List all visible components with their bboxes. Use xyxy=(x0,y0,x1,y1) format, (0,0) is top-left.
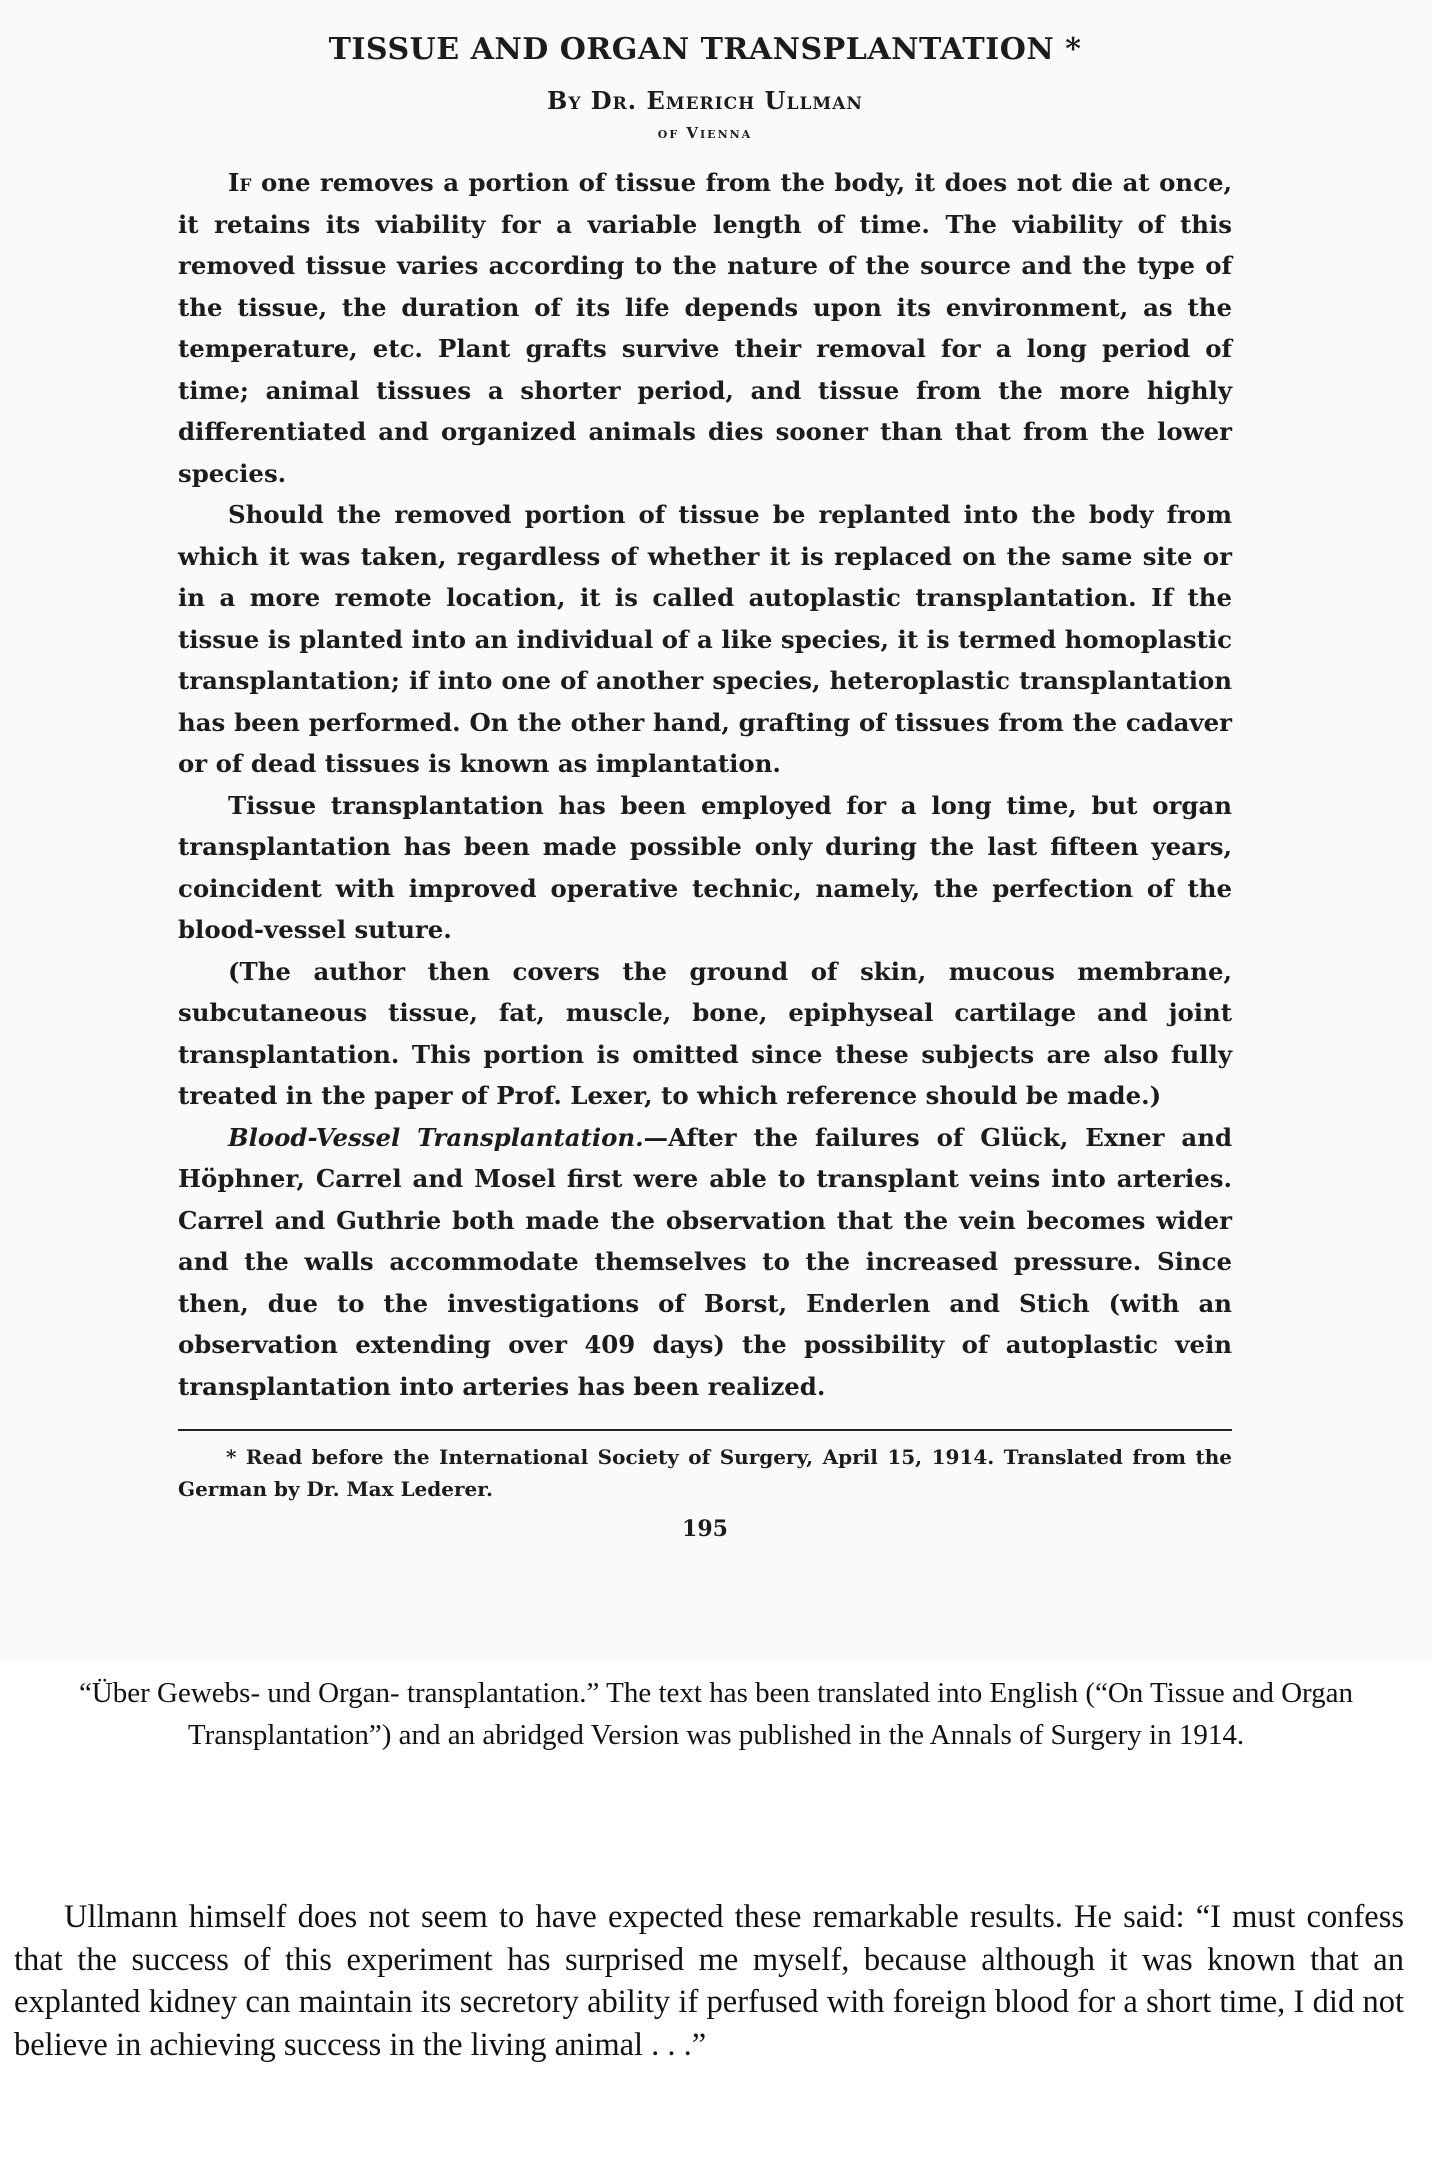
paragraph-text: —After the failures of Glück, Exner and Höphner, Carrel and Mosel first were able to transplant veins into arteries. Carrel and Guthrie both made the observation that the vein becomes wider and the walls accommodate themselves to the increased pressure. Since then, due to the investigations of Borst, Enderlen and Stich (with an observation extending over 409 days) the possibility of autoplastic vein transplantation into arteries has been realized. xyxy=(178,1122,1232,1401)
article-title: TISSUE AND ORGAN TRANSPLANTATION * xyxy=(328,32,1082,67)
article-paragraph: (The author then covers the ground of skin, mucous membrane, subcutaneous tissue, fat, muscle, bone, epiphyseal cartilage and joint transplantation. This portion is omitted since these subjects are also fully treated in the paper of Prof. Lexer, to which reference should be made.) xyxy=(178,956,1232,1110)
footnote: * Read before the International Society of Surgery, April 15, 1914. Translated from the German by Dr. Max Lederer. xyxy=(178,1445,1232,1501)
article-paragraph xyxy=(178,1117,1232,1408)
article-paragraph: Should the removed portion of tissue be replanted into the body from which it was taken, regardless of whether it is replaced on the same site or in a more remote location, it is called autoplastic transplantation. If the tissue is planted into an individual of a like species, it is termed homoplastic transplantation; if into one of another species, heteroplastic transplantation has been performed. On the other hand, grafting of tissues from the cadaver or of dead tissues is known as implantation. xyxy=(178,500,1232,778)
figure-caption: “Über Gewebs- und Organ- transplantation.” The text has been translated into English (“On Tissue and Organ Transplantation”) and an abridged Version was published in the Annals of Surgery in 1914. xyxy=(78,1677,1354,1751)
article-body xyxy=(178,162,1232,1407)
footnote-divider xyxy=(178,1429,1232,1431)
article-byline: By Dr. Emerich Ullman xyxy=(547,86,863,115)
body-paragraph: Ullmann himself does not seem to have expected these remarkable results. He said: “I must confess that the success of this experiment has surprised me myself, because although it was known that an explanted kidney can maintain its secretory ability if perfused with foreign blood for a short time, I did not believe in achieving success in the living animal . . .” xyxy=(14,1899,1404,2063)
paragraph-lead-word: If xyxy=(228,168,252,197)
author-location: of Vienna xyxy=(657,124,753,142)
article-paragraph: Tissue transplantation has been employed for a long time, but organ transplantation has been made possible only during the last fifteen years, coincident with improved operative technic, namely, the perfection of the blood-vessel suture. xyxy=(178,790,1232,944)
scanned-article-content xyxy=(178,28,1232,1545)
paragraph-text: one removes a portion of tissue from the body, it does not die at once, it retains its viability for a variable length of time. The viability of this removed tissue varies according to the nature of the source and the type of the tissue, the duration of its life depends upon its environment, as the temperature, etc. Plant grafts survive their removal for a long period of time; animal tissues a shorter period, and tissue from the more highly differentiated and organized animals dies sooner than that from the lower species. xyxy=(178,168,1232,488)
article-paragraph xyxy=(178,162,1232,494)
section-heading: Blood-Vessel Transplantation. xyxy=(228,1122,644,1152)
page-number: 195 xyxy=(682,1516,728,1542)
